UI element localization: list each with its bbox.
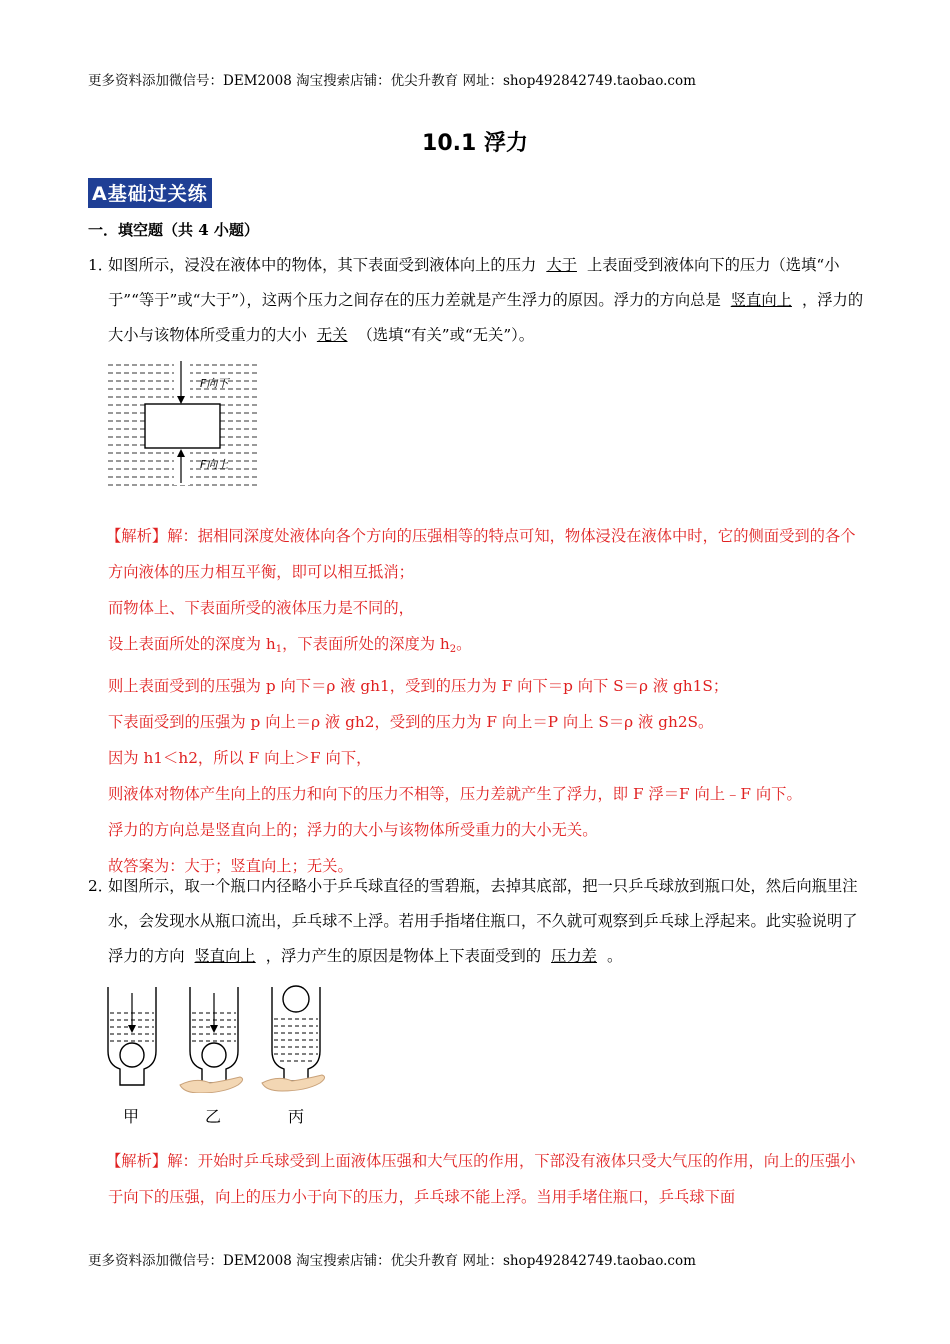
explanation-line: 而物体上、下表面所受的液体压力是不同的， (108, 599, 414, 617)
explanation-line: 浮力的方向总是竖直向上的；浮力的大小与该物体所受重力的大小无关。 (108, 821, 598, 839)
question-text: ，浮力产生的原因是物体上下表面受到的 (265, 947, 542, 965)
figure-submerged-block (106, 359, 262, 489)
question-text: （选填“有关”或“无关”）。 (357, 326, 535, 344)
question-text: 如图所示，浸没在液体中的物体，其下表面受到液体向上的压力 (108, 256, 537, 274)
answer-blank: 压力差 (551, 947, 597, 965)
answer-blank: 竖直向上 (730, 291, 792, 309)
question-number: 2． (88, 877, 114, 895)
explanation-line: 设上表面所处的深度为 h1，下表面所处的深度为 h2。 (108, 635, 472, 655)
answer-blank: 大于 (546, 256, 577, 274)
force-up-label: F向上 (200, 458, 229, 471)
part-heading: 一．填空题（共 4 小题） (88, 221, 259, 239)
hand (180, 1077, 243, 1093)
explanation-2 (108, 1143, 868, 1215)
bottle-label-jia: 甲 (123, 1107, 140, 1126)
bottle-label-bing: 丙 (288, 1107, 305, 1126)
force-down-label: F向下 (200, 377, 229, 390)
question-2 (88, 869, 868, 974)
question-text: 如图所示，取一个瓶口内径略小于乒乓球直径的雪碧瓶，去掉其底部，把一只乒乓球放到瓶口处，然后向瓶里注水，会发现水从瓶口流出，乒乓球不上浮。若用手指堵住瓶口，不久就可观察到乒乓球上浮起来。此实验说明了浮力的方向 (108, 877, 858, 965)
explanation-line: 【解析】解：开始时乒乓球受到上面液体压强和大气压的作用，下部没有液体只受大气压的作用，向上的压强小于向下的压强，向上的压力小于向下的压力，乒乓球不能上浮。当用手堵住瓶口，乒乓球下面 (106, 1152, 856, 1206)
answer-blank: 竖直向上 (194, 947, 256, 965)
answer-blank: 无关 (316, 326, 348, 344)
section-heading: A基础过关练 (88, 178, 212, 208)
question-text: ，浮力的大小与该物体所受重力的大小 (108, 291, 864, 344)
explanation-line: 则液体对物体产生向上的压力和向下的压力不相等，压力差就产生了浮力，即 F 浮＝F 向上﹣F 向下。 (108, 785, 802, 803)
page-title: 10.1 浮力 (422, 131, 528, 156)
explanation-line: 则上表面受到的压强为 p 向下＝ρ 液 gh1，受到的压力为 F 向下＝p 向下 S＝ρ 液 gh1S； (108, 677, 729, 695)
explanation-line: 故答案为：大于；竖直向上；无关。 (108, 857, 353, 875)
page-footer: 更多资料添加微信号：DEM2008 淘宝搜索店铺：优尖升教育 网址：shop492842749.taobao.com (88, 1253, 696, 1269)
bottle-label-yi: 乙 (205, 1107, 222, 1126)
explanation-tag: 【解析】 (106, 527, 168, 545)
figure-bottles (100, 985, 340, 1093)
question-number: 1． (88, 256, 114, 274)
block (145, 404, 220, 448)
hand (262, 1075, 325, 1091)
explanation-tag: 【解析】 (106, 1152, 168, 1170)
explanation-line: 下表面受到的压强为 p 向上＝ρ 液 gh2，受到的压力为 F 向上＝P 向上 S＝ρ 液 gh2S。 (108, 713, 714, 731)
explanation-line: 因为 h1＜h2，所以 F 向上＞F 向下， (108, 749, 372, 767)
question-1 (88, 248, 868, 353)
explanation-line: 【解析】解：据相同深度处液体向各个方向的压强相等的特点可知，物体浸没在液体中时，它的侧面受到的各个方向液体的压力相互平衡，即可以相互抵消； (106, 527, 856, 581)
page-header: 更多资料添加微信号：DEM2008 淘宝搜索店铺：优尖升教育 网址：shop492842749.taobao.com (88, 73, 696, 89)
question-text: 上表面受到液体向下的压力（选填“小于”“等于”或“大于”），这两个压力之间存在的压力差就是产生浮力的原因。浮力的方向总是 (108, 256, 840, 309)
explanation-1 (108, 518, 868, 884)
question-text: 。 (606, 947, 623, 965)
